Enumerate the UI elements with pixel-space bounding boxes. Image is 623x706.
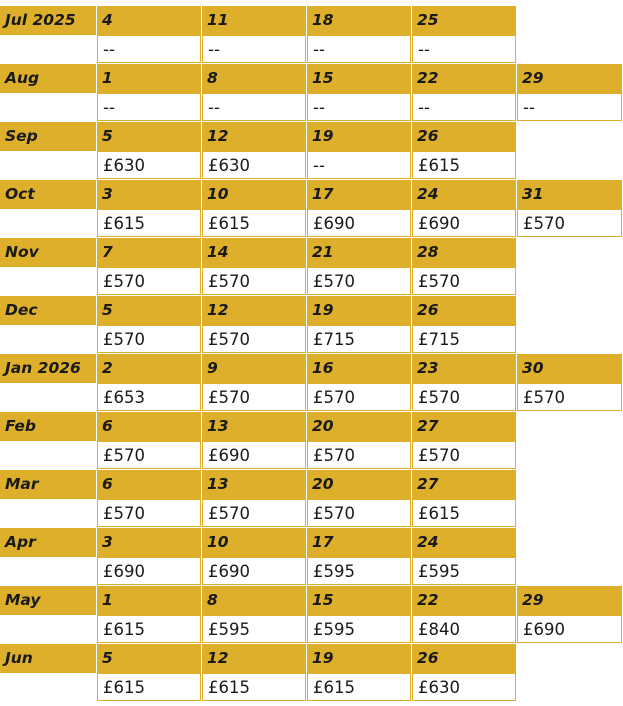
price-cell: £615: [97, 673, 201, 701]
month-label: May: [0, 586, 96, 615]
month-label: Jul 2025: [0, 6, 96, 35]
month-label: Jan 2026: [0, 354, 96, 383]
empty-cell: [517, 412, 622, 441]
price-cell: £690: [202, 557, 306, 585]
price-cell: £615: [307, 673, 411, 701]
empty-cell: [517, 470, 622, 499]
price-cell: --: [97, 93, 201, 121]
date-cell: 5: [97, 644, 201, 673]
date-cell: 26: [412, 122, 516, 151]
date-cell: 24: [412, 180, 516, 209]
empty-cell: [517, 238, 622, 267]
price-cell: £690: [97, 557, 201, 585]
month-label: Aug: [0, 64, 96, 93]
month-label: Oct: [0, 180, 96, 209]
date-cell: 27: [412, 470, 516, 499]
date-cell: 2: [97, 354, 201, 383]
price-cell: £615: [202, 673, 306, 701]
date-cell: 13: [202, 470, 306, 499]
date-cell: 3: [97, 180, 201, 209]
date-cell: 11: [202, 6, 306, 35]
price-cell: --: [307, 35, 411, 63]
price-cell: £653: [97, 383, 201, 411]
price-cell: £570: [517, 383, 622, 411]
date-cell: 29: [517, 586, 622, 615]
date-cell: 20: [307, 470, 411, 499]
price-cell: £595: [412, 557, 516, 585]
date-cell: 3: [97, 528, 201, 557]
price-cell: £570: [412, 441, 516, 469]
price-cell: --: [202, 35, 306, 63]
date-cell: 20: [307, 412, 411, 441]
date-cell: 1: [97, 64, 201, 93]
price-cell: --: [412, 93, 516, 121]
month-label: Feb: [0, 412, 96, 441]
empty-cell: [517, 644, 622, 673]
date-cell: 12: [202, 644, 306, 673]
date-cell: 8: [202, 586, 306, 615]
price-cell: £595: [307, 557, 411, 585]
month-label: Apr: [0, 528, 96, 557]
price-cell: £630: [412, 673, 516, 701]
date-cell: 8: [202, 64, 306, 93]
price-cell: £570: [97, 325, 201, 353]
date-cell: 16: [307, 354, 411, 383]
price-cell: £615: [97, 615, 201, 643]
price-cell: £615: [412, 499, 516, 527]
date-cell: 26: [412, 644, 516, 673]
price-cell: --: [307, 151, 411, 179]
date-cell: 12: [202, 296, 306, 325]
date-cell: 19: [307, 122, 411, 151]
date-cell: 22: [412, 64, 516, 93]
date-cell: 23: [412, 354, 516, 383]
date-cell: 21: [307, 238, 411, 267]
price-cell: --: [307, 93, 411, 121]
date-cell: 7: [97, 238, 201, 267]
price-cell: £615: [202, 209, 306, 237]
price-cell: £570: [202, 325, 306, 353]
price-cell: £570: [97, 267, 201, 295]
price-cell: £690: [412, 209, 516, 237]
price-cell: £570: [307, 499, 411, 527]
date-cell: 31: [517, 180, 622, 209]
date-cell: 15: [307, 586, 411, 615]
price-cell: £570: [202, 499, 306, 527]
price-cell: £595: [202, 615, 306, 643]
empty-cell: [517, 6, 622, 35]
date-cell: 18: [307, 6, 411, 35]
price-cell: £715: [412, 325, 516, 353]
date-cell: 29: [517, 64, 622, 93]
price-cell: £615: [412, 151, 516, 179]
month-label: Dec: [0, 296, 96, 325]
date-cell: 10: [202, 528, 306, 557]
price-cell: £570: [202, 383, 306, 411]
date-cell: 19: [307, 644, 411, 673]
date-cell: 4: [97, 6, 201, 35]
date-cell: 28: [412, 238, 516, 267]
month-label: Nov: [0, 238, 96, 267]
date-cell: 9: [202, 354, 306, 383]
price-cell: £630: [202, 151, 306, 179]
date-cell: 17: [307, 528, 411, 557]
price-cell: £570: [97, 499, 201, 527]
date-cell: 6: [97, 470, 201, 499]
month-label: Sep: [0, 122, 96, 151]
price-cell: --: [412, 35, 516, 63]
date-cell: 27: [412, 412, 516, 441]
empty-cell: [517, 528, 622, 557]
date-cell: 26: [412, 296, 516, 325]
date-cell: 13: [202, 412, 306, 441]
price-cell: £690: [202, 441, 306, 469]
date-cell: 14: [202, 238, 306, 267]
date-cell: 6: [97, 412, 201, 441]
price-cell: £690: [517, 615, 622, 643]
price-cell: £615: [97, 209, 201, 237]
price-cell: £570: [307, 441, 411, 469]
price-cell: £570: [412, 267, 516, 295]
date-cell: 12: [202, 122, 306, 151]
date-cell: 22: [412, 586, 516, 615]
price-cell: --: [202, 93, 306, 121]
price-cell: £840: [412, 615, 516, 643]
price-cell: £570: [97, 441, 201, 469]
price-cell: --: [97, 35, 201, 63]
empty-cell: [517, 296, 622, 325]
date-cell: 5: [97, 296, 201, 325]
empty-cell: [517, 122, 622, 151]
month-label: Mar: [0, 470, 96, 499]
date-cell: 19: [307, 296, 411, 325]
price-cell: £595: [307, 615, 411, 643]
price-cell: £570: [307, 267, 411, 295]
date-cell: 5: [97, 122, 201, 151]
price-cell: £715: [307, 325, 411, 353]
price-cell: --: [517, 93, 622, 121]
date-cell: 1: [97, 586, 201, 615]
price-cell: £570: [307, 383, 411, 411]
price-cell: £570: [517, 209, 622, 237]
date-cell: 17: [307, 180, 411, 209]
date-cell: 24: [412, 528, 516, 557]
date-cell: 15: [307, 64, 411, 93]
price-cell: £570: [412, 383, 516, 411]
date-cell: 30: [517, 354, 622, 383]
price-cell: £630: [97, 151, 201, 179]
date-cell: 25: [412, 6, 516, 35]
price-cell: £570: [202, 267, 306, 295]
price-cell: £690: [307, 209, 411, 237]
date-cell: 10: [202, 180, 306, 209]
month-label: Jun: [0, 644, 96, 673]
